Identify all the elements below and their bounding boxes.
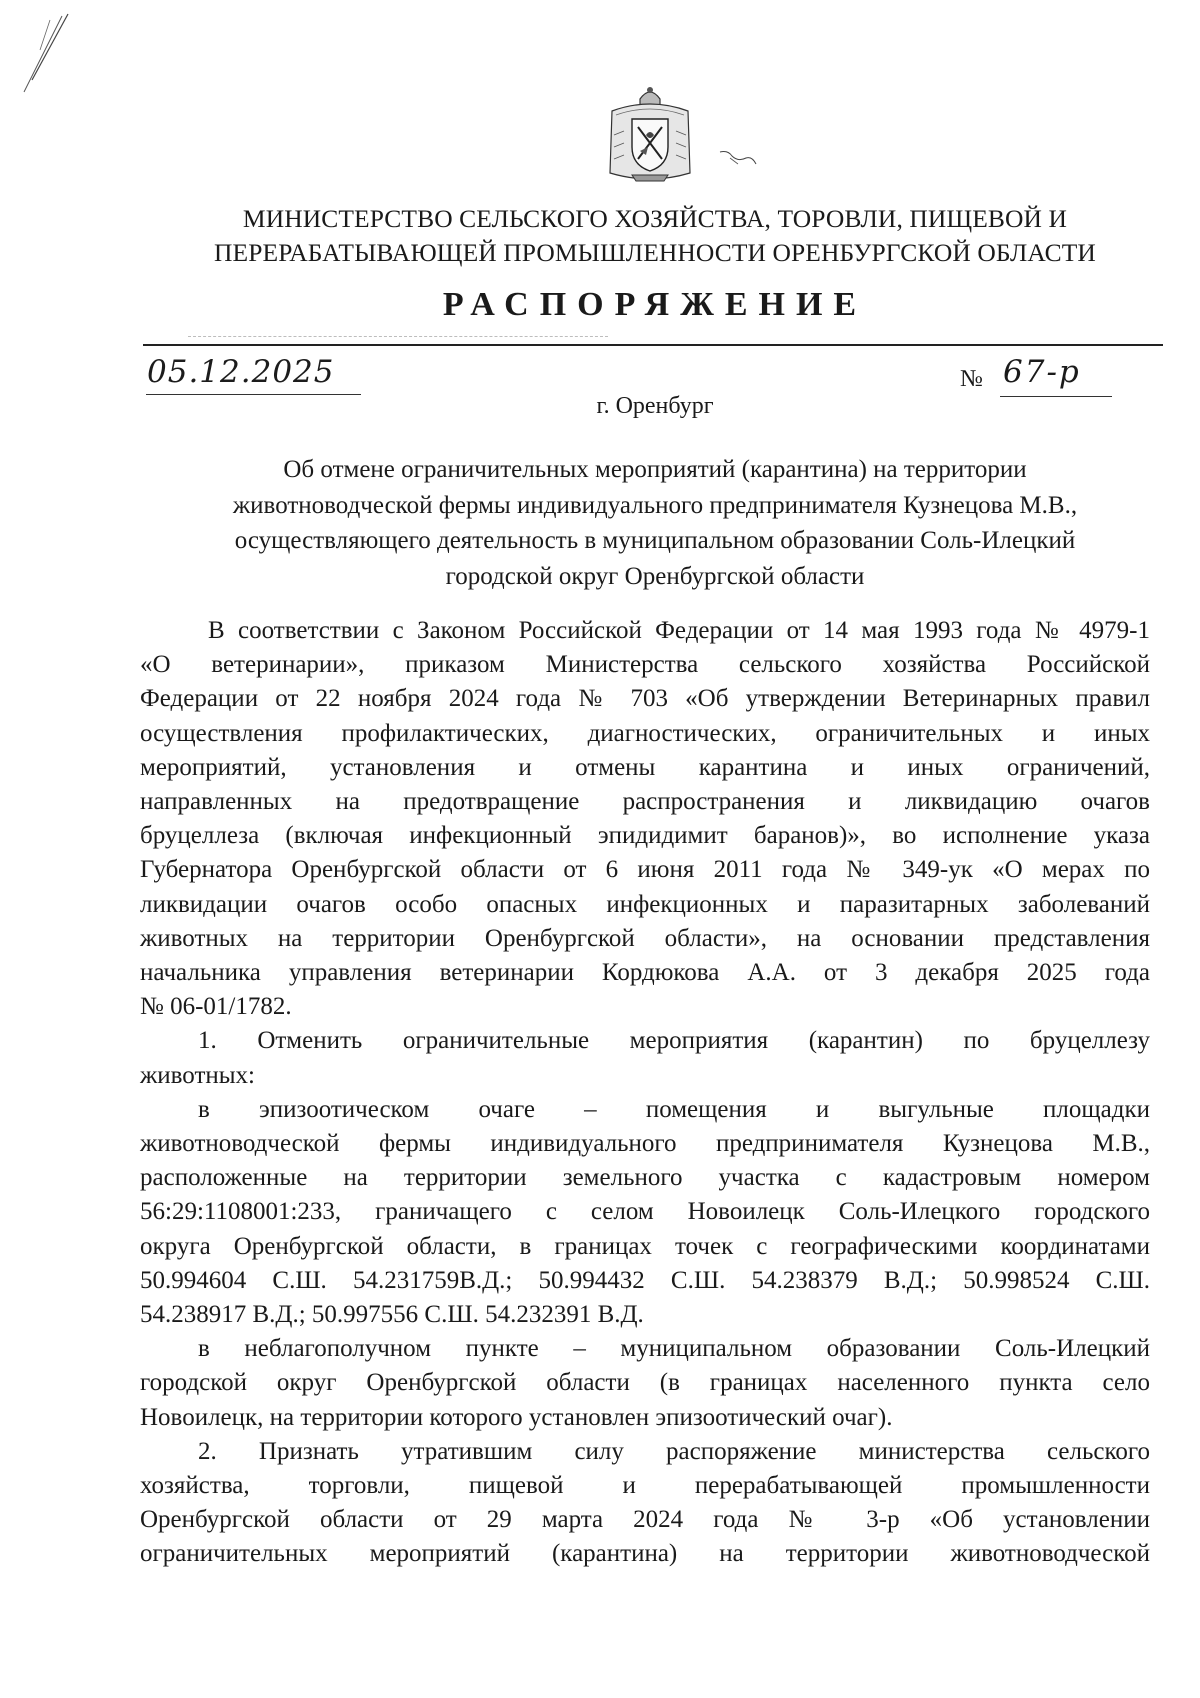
body-line: бруцеллеза (включая инфекционный эпидидимит баранов)», во исполнение указа xyxy=(140,822,1150,850)
body-line: Федерации от 22 ноября 2024 года № 703 «Об утверждении Ветеринарных правил xyxy=(140,685,1150,713)
body-line: в эпизоотическом очаге – помещения и выгульные площадки xyxy=(198,1095,1150,1123)
ministry-name-line-1: МИНИСТЕРСТВО СЕЛЬСКОГО ХОЗЯЙСТВА, ТОРОВЛИ, ПИЩЕВОЙ И xyxy=(242,204,1068,233)
body-line: 56:29:1108001:233, граничащего с селом Новоилецк Соль-Илецкого городского xyxy=(140,1198,1150,1226)
ministry-name-line-2: ПЕРЕРАБАТЫВАЮЩЕЙ ПРОМЫШЛЕННОСТИ ОРЕНБУРГСКОЙ ОБЛАСТИ xyxy=(214,238,1096,267)
body-line: животных: xyxy=(140,1061,256,1089)
subject-heading xyxy=(150,452,1160,594)
body-text xyxy=(140,614,1150,1572)
body-line: направленных на предотвращение распространения и ликвидацию очагов xyxy=(140,788,1150,816)
body-line: ликвидации очагов особо опасных инфекционных и паразитарных заболеваний xyxy=(140,890,1150,918)
handwritten-date: 05.12.2025 xyxy=(147,354,335,390)
body-line: Оренбургской области от 29 марта 2024 года № 3-р «Об установлении xyxy=(140,1506,1150,1534)
subject-line: городской округ Оренбургской области xyxy=(445,562,865,590)
body-line: расположенные на территории земельного участка с кадастровым номером xyxy=(140,1164,1150,1192)
city-line: г. Оренбург xyxy=(596,393,714,419)
number-sign: № xyxy=(960,366,983,392)
body-line: 2. Признать утратившим силу распоряжение министерства сельского xyxy=(198,1437,1150,1465)
body-line: Новоилецк, на территории которого установлен эпизоотический очаг). xyxy=(140,1403,893,1431)
body-line: 54.238917 В.Д.; 50.997556 С.Ш. 54.232391 В.Д. xyxy=(140,1301,644,1329)
body-line: 50.994604 С.Ш. 54.231759В.Д.; 50.994432 С.Ш. 54.238379 В.Д.; 50.998524 С.Ш. xyxy=(140,1266,1150,1294)
subject-line: осуществляющего деятельность в муниципальном образовании Соль-Илецкий xyxy=(234,527,1076,554)
handwritten-number: 67-р xyxy=(1003,354,1081,390)
coat-of-arms-emblem xyxy=(602,85,698,185)
pen-stroke-mark xyxy=(10,10,80,100)
body-line: мероприятий, установления и отмены карантина и иных ограничений, xyxy=(140,753,1150,781)
ministry-name xyxy=(150,202,1160,270)
document-type-heading: РАСПОРЯЖЕНИЕ xyxy=(442,286,868,323)
body-line: округа Оренбургской области, в границах точек с географическими координатами xyxy=(140,1232,1150,1260)
faint-divider xyxy=(188,336,608,337)
body-line: начальника управления ветеринарии Кордюкова А.А. от 3 декабря 2025 года xyxy=(140,959,1150,987)
body-line: 1. Отменить ограничительные мероприятия (карантин) по бруцеллезу xyxy=(198,1027,1150,1055)
body-line: городской округ Оренбургской области (в границах населенного пункта село xyxy=(140,1369,1150,1397)
body-line: животных на территории Оренбургской области», на основании представления xyxy=(140,924,1150,952)
body-line: В соответствии с Законом Российской Федерации от 14 мая 1993 года № 4979-1 xyxy=(208,617,1150,644)
body-line: «О ветеринарии», приказом Министерства сельского хозяйства Российской xyxy=(140,651,1150,679)
body-line: животноводческой фермы индивидуального предпринимателя Кузнецова М.В., xyxy=(140,1130,1150,1158)
scribble-mark xyxy=(718,148,758,170)
body-line: в неблагополучном пункте – муниципальном образовании Соль-Илецкий xyxy=(198,1335,1150,1363)
subject-line: Об отмене ограничительных мероприятий (карантина) на территории xyxy=(283,456,1027,483)
body-line: Губернатора Оренбургской области от 6 июня 2011 года № 349-ук «О мерах по xyxy=(140,856,1150,884)
body-line: № 06-01/1782. xyxy=(140,993,292,1021)
body-line: ограничительных мероприятий (карантина) на территории животноводческой xyxy=(140,1540,1150,1568)
body-line: осуществления профилактических, диагностических, ограничительных и иных xyxy=(140,719,1150,747)
header-divider xyxy=(143,344,1163,346)
body-line: хозяйства, торговли, пищевой и перерабатывающей промышленности xyxy=(140,1472,1150,1500)
subject-line: животноводческой фермы индивидуального предпринимателя Кузнецова М.В., xyxy=(232,491,1078,519)
